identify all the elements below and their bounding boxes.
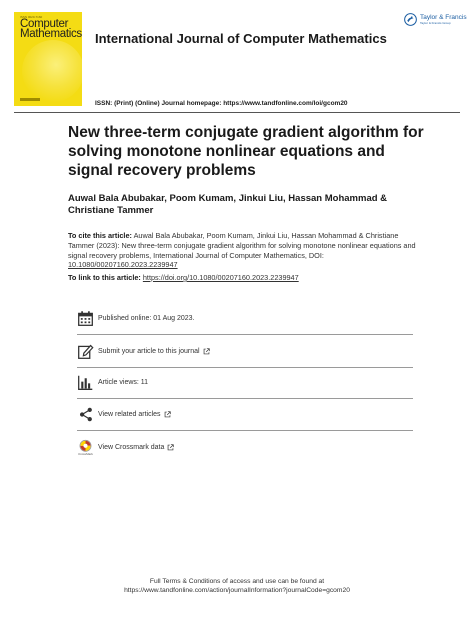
related-articles-icon: [77, 406, 94, 423]
article-title: New three-term conjugate gradient algorithm for solving monotone nonlinear equations and signal recovery problems: [68, 124, 424, 179]
publisher-tagline: Taylor & Francis Group: [420, 21, 451, 25]
edit-icon: [77, 343, 94, 360]
publisher-name: Taylor & Francis: [420, 14, 467, 21]
journal-name: International Journal of Computer Mathematics: [95, 31, 387, 46]
article-link: [68, 273, 299, 282]
publisher-logo: [404, 13, 467, 26]
footer-line-1: Full Terms & Conditions of access and use can be found at: [149, 578, 325, 585]
submit-article-link[interactable]: [77, 342, 210, 360]
footer-terms-link[interactable]: https://www.tandfonline.com/action/journalInformation?journalCode=gcom20: [124, 586, 350, 594]
cover-title-line2: Mathematics: [20, 28, 82, 40]
article-views-count: Article views: 11: [98, 378, 149, 386]
crossmark-link[interactable]: [77, 438, 174, 456]
cover-title: [20, 19, 82, 39]
divider: [77, 334, 413, 335]
issn-homepage-line[interactable]: ISSN: (Print) (Online) Journal homepage: https://www.tandfonline.com/loi/gcom20: [95, 100, 348, 107]
footer-terms: [0, 578, 474, 595]
published-online-row: [77, 309, 195, 327]
divider: [77, 367, 413, 368]
article-views-row: [77, 373, 148, 391]
citation: [68, 231, 418, 270]
cover-title-line1: Computer: [20, 18, 69, 30]
cover-issn: ISSN 0020-7160: [20, 15, 43, 19]
external-link-icon: [203, 348, 210, 355]
crossmark-icon: [77, 439, 94, 456]
divider: [77, 430, 413, 431]
submit-article-label: Submit your article to this journal: [98, 347, 200, 355]
published-date: Published online: 01 Aug 2023.: [98, 314, 195, 322]
cover-graphic: [22, 40, 82, 102]
crossmark-label: View Crossmark data: [98, 443, 165, 451]
external-link-icon: [164, 411, 171, 418]
divider: [77, 398, 413, 399]
calendar-icon: [77, 310, 94, 327]
header-divider: [14, 112, 460, 113]
bar-chart-icon: [77, 374, 94, 391]
cover-publisher-mark: [20, 98, 40, 101]
citation-text: Auwal Bala Abubakar, Poom Kumam, Jinkui Liu, Hassan Mohammad & Christiane Tammer (2023): New three-term conjugate gradient algorithm for solving monotone nonlinear equations and signal recovery problems, International Journal of Computer Mathematics, DOI:: [68, 231, 416, 260]
related-articles-link[interactable]: [77, 405, 171, 423]
external-link-icon: [167, 444, 174, 451]
article-doi-link[interactable]: https://doi.org/10.1080/00207160.2023.2239947: [142, 273, 299, 282]
article-link-label: To link to this article:: [68, 273, 141, 282]
citation-label: To cite this article:: [68, 231, 132, 240]
article-authors: Auwal Bala Abubakar, Poom Kumam, Jinkui Liu, Hassan Mohammad & Christiane Tammer: [68, 193, 388, 216]
taylor-francis-icon: [404, 13, 417, 26]
journal-cover: [14, 12, 82, 106]
citation-doi-link[interactable]: 10.1080/00207160.2023.2239947: [68, 260, 178, 270]
related-articles-label: View related articles: [98, 410, 161, 418]
crossmark-badge-text: CrossMark: [78, 451, 93, 456]
